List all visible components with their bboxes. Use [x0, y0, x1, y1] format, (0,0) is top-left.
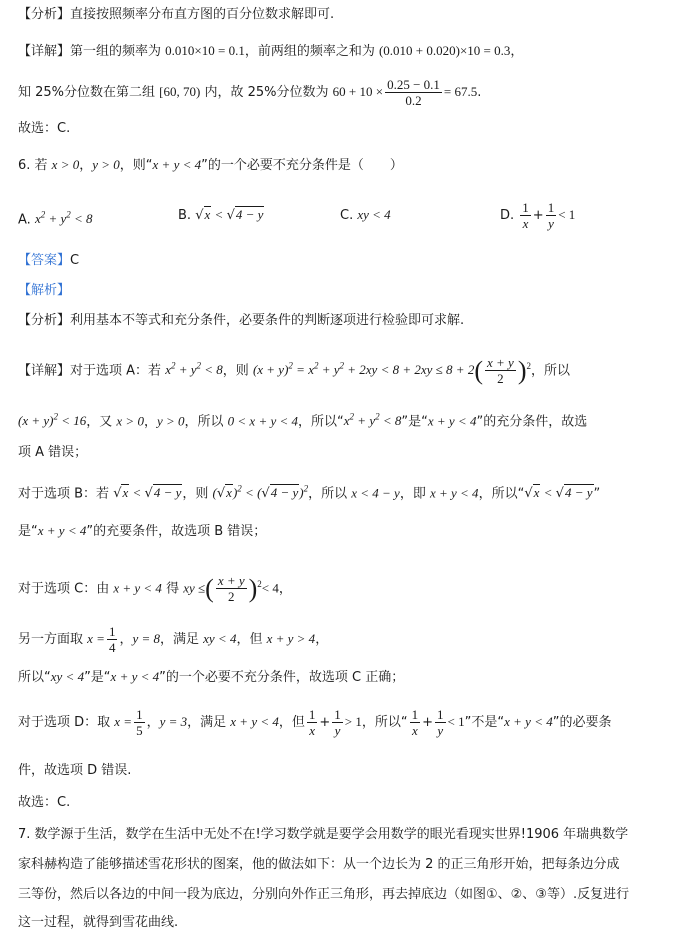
q-text: 6. 若	[18, 158, 52, 173]
detail-b-line-2	[18, 522, 266, 541]
detail-text: ”是“	[401, 414, 428, 430]
punct: ，	[119, 632, 133, 647]
fraction: $\frac{x + y}{2}$	[217, 573, 245, 605]
math-expr: = 67.5	[443, 84, 478, 99]
question-6	[18, 156, 403, 175]
math-expr: x > 0	[51, 157, 80, 172]
option-d: D. $\frac{1}{x}$ + $\frac{1}{y}$ < 1	[500, 200, 576, 231]
answer-tag: 【答案】	[18, 253, 71, 268]
analysis-line-2	[18, 312, 464, 330]
option-label: B.	[178, 208, 192, 223]
analysis-tag: 【分析】	[18, 313, 71, 328]
detail-text: ，所以	[308, 486, 352, 502]
denominator: 4	[108, 640, 116, 655]
detail-text: ，又	[86, 414, 117, 430]
detail-c-line-2	[18, 622, 328, 657]
question-7-line-1: 7. 数学源于生活，数学在生活中无处不在!学习数学就是要学会用数学的眼光看现实世界!1906 年瑞典数学	[18, 827, 629, 842]
math-expr: x > 0	[116, 413, 144, 429]
answer-line	[18, 252, 79, 270]
analysis-line	[18, 6, 334, 24]
detail-text: ”的必要条	[552, 715, 612, 730]
analysis-text: 利用基本不等式和充分条件，必要条件的判断逐项进行检验即可求解.	[70, 313, 465, 328]
math-expr: $x^2 + y^2 < 8$	[165, 361, 223, 378]
math-expr: $(√x)^2 < (√4 - y)^2$	[212, 484, 309, 502]
math-expr: √x < √4 − y	[524, 485, 593, 502]
punct: ，	[79, 158, 93, 173]
detail-text: 另一方面取	[18, 632, 88, 647]
numerator: 0.25 − 0.1	[387, 77, 440, 92]
punct: ，	[143, 414, 157, 430]
math-expr: < 4，	[261, 580, 292, 596]
option-label: A.	[18, 212, 31, 228]
math-expr: $(x + y)^2 = x^2 + y^2 + 2xy < 8 + 2xy \le 8 + 2$	[252, 361, 475, 378]
detail-text: 对于选项 B：若	[18, 486, 114, 502]
math-expr: y > 0	[92, 157, 120, 172]
analysis-text: 直接按照频率分布直方图的百分位数求解即可.	[70, 7, 335, 22]
math-expr: x + y < 4	[113, 580, 162, 596]
math-expr: x + y < 4	[230, 714, 279, 729]
detail-d-line-2: 件，故选项 D 错误.	[18, 763, 132, 778]
fraction: $\frac{1}{y}$	[334, 707, 341, 738]
detail-a-line-3: 项 A 错误；	[18, 445, 88, 460]
math-expr: xy ≤	[183, 580, 206, 596]
math-expr: xy < 4	[203, 631, 237, 646]
detail-text: 所以“	[18, 670, 51, 685]
analysis-tag: 【分析】	[18, 7, 71, 22]
fraction: $\frac{x + y}{2}$	[487, 355, 514, 387]
detail-line-2	[18, 74, 481, 111]
fraction	[134, 707, 145, 738]
option-label: D.	[500, 208, 515, 223]
fraction: $\frac{1}{y}$	[547, 200, 555, 231]
math-expr: x + y < 4	[152, 157, 202, 172]
detail-text: 得	[161, 581, 184, 597]
detail-text: ，满足	[187, 715, 231, 730]
denominator: 5	[136, 723, 143, 738]
punct: .	[477, 85, 482, 100]
detail-text: ，即	[399, 486, 430, 502]
option-label: C.	[340, 208, 354, 223]
detail-text: 对于选项 C：由	[18, 581, 114, 597]
q-text: ”的一个必要不充分条件是（ ）	[201, 158, 403, 173]
detail-text: 内，故 25%分位数为	[200, 85, 333, 100]
detail-c-line-3	[18, 668, 404, 687]
math-expr: xy < 4	[50, 669, 85, 684]
detail-text: ，但	[278, 715, 305, 730]
detail-text: ，前两组的频率之和为	[244, 44, 379, 59]
detail-text: ，所以“	[298, 414, 344, 430]
detail-d-line-1: 对于选项 D：取 x = $\frac{1}{5}$ ，y = 3，满足 x + y < 4，但 $\frac{1}{x}$ + $\frac{1}{y}$ > 1，所以“ $\frac{1}{x}$ + $\frac{1}{y}$ < 1”不是“x + y < 4”的必要条	[18, 707, 612, 738]
q-text: ，则“	[119, 158, 153, 173]
detail-text: ，所以	[530, 363, 570, 379]
detail-text: ”的充分条件，故选	[476, 414, 588, 430]
detail-text: ，所以	[184, 414, 228, 430]
detail-text: ，所以“	[361, 715, 408, 730]
detail-text: ，所以“	[478, 486, 525, 502]
detail-text: 第一组的频率为	[70, 44, 166, 59]
detail-text: ，满足	[160, 632, 204, 647]
math-expr: x + y < 4	[427, 413, 477, 429]
fraction	[107, 624, 118, 655]
math-expr: 0.010×10 = 0.1	[165, 43, 245, 58]
answer-value: C	[70, 253, 80, 268]
math-expr: > 1	[344, 714, 362, 729]
fraction: $\frac{1}{x}$	[522, 200, 529, 231]
punct: ，	[146, 715, 160, 730]
jiexi-tag: 【解析】	[18, 283, 71, 298]
math-expr: √x < √4 − y	[113, 485, 182, 502]
fraction: $\frac{1}{y}$	[437, 707, 444, 738]
option-c	[340, 206, 391, 225]
question-7-line-4: 这一过程，就得到雪花曲线.	[18, 915, 179, 930]
detail-text: ，则	[182, 486, 213, 502]
detail-c-line-1: 对于选项 C：由 x + y < 4 得 xy ≤( $\frac{x + y}{2}$ )$^2$< 4，	[18, 573, 292, 605]
math-expr: x + y < 4	[110, 669, 160, 684]
fraction: $\frac{1}{x}$	[308, 707, 316, 738]
math-expr: y > 0	[156, 413, 185, 429]
detail-text: ”不是“	[464, 715, 505, 730]
select-line-2: 故选：C.	[18, 795, 71, 810]
math-expr: 0 < x + y < 4	[227, 413, 299, 429]
detail-line-1	[18, 42, 523, 61]
numerator: 1	[108, 624, 116, 639]
math-expr: y = 3	[159, 714, 188, 729]
detail-tag: 【详解】	[18, 44, 71, 59]
detail-text: 对于选项 D：取	[18, 715, 115, 730]
detail-b-line-1	[18, 480, 600, 503]
detail-a-line-2	[18, 408, 587, 431]
math-expr: x + y < 4	[429, 485, 479, 501]
math-expr: y = 8	[132, 631, 160, 646]
detail-text: 对于选项 A：若	[70, 363, 166, 379]
punct: ，	[510, 44, 524, 59]
option-expr: xy < 4	[357, 207, 391, 222]
math-expr: x =	[114, 714, 133, 729]
fraction	[385, 77, 442, 108]
option-b	[178, 206, 264, 225]
detail-text: ”的一个必要不充分条件，故选项 C 正确；	[159, 670, 405, 685]
math-expr: $x^2 + y^2 < 8$	[343, 412, 402, 429]
math-expr: < 1	[447, 714, 465, 729]
numerator: 1	[136, 707, 143, 722]
option-expr: √x < √4 − y	[195, 207, 264, 223]
detail-text: ”的充要条件，故选项 B 错误；	[86, 524, 267, 539]
detail-text: 是“	[18, 524, 38, 539]
denominator: 0.2	[405, 93, 422, 108]
math-expr: (0.010 + 0.020)×10 = 0.3	[378, 43, 511, 58]
question-7-line-2: 家科赫构造了能够描述雪花形状的图案，他的做法如下：从一个边长为 2 的正三角形开始，把每条边分成	[18, 857, 620, 872]
math-expr: x + y < 4	[37, 523, 87, 538]
option-expr: $x^2 + y^2 < 8$	[34, 210, 93, 227]
math-expr: 60 + 10 ×	[332, 84, 384, 99]
detail-a-line-1: 【详解】对于选项 A：若 $x^2 + y^2 < 8$，则 $(x + y)^2 = x^2 + y^2 + 2xy < 8 + 2xy \le 8 + 2$( $\frac{x + y}{2}$ )$^2$，所以	[18, 355, 570, 387]
math-expr: x =	[87, 631, 105, 646]
option-a	[18, 206, 93, 229]
math-expr: x < 4 − y	[351, 485, 400, 501]
detail-text: ，但	[236, 632, 267, 647]
detail-text: ，则	[222, 363, 253, 379]
detail-text: ”是“	[84, 670, 111, 685]
fraction: $\frac{1}{x}$	[411, 707, 419, 738]
question-7-line-3: 三等份，然后以各边的中间一段为底边，分别向外作正三角形，再去掉底边（如图①、②、③等）.反复进行	[18, 887, 630, 902]
math-expr: x + y < 4	[504, 714, 553, 729]
math-expr: x + y > 4	[266, 631, 316, 646]
detail-tag: 【详解】	[18, 363, 71, 379]
select-line-1: 故选：C.	[18, 121, 71, 136]
detail-text: 知 25%分位数在第二组	[18, 85, 160, 100]
punct: ”	[593, 486, 601, 502]
math-expr: [60, 70)	[159, 84, 201, 99]
punct: ，	[315, 632, 329, 647]
math-expr: $(x + y)^2 < 16$	[18, 412, 87, 429]
